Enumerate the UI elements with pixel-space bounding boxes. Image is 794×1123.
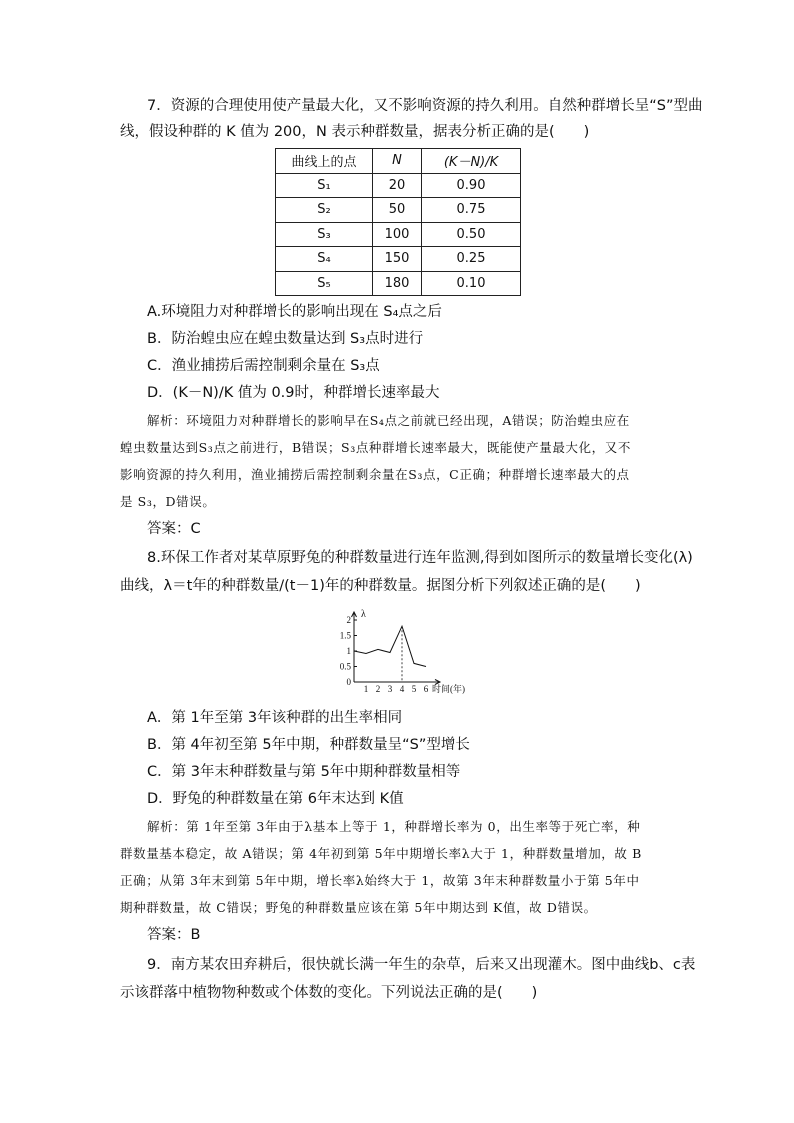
q7-option-c: C．渔业捕捞后需控制剩余量在 S₃点 [147,358,380,374]
table-cell: S₁ [276,173,373,198]
q7-option-a: A.环境阻力对种群增长的影响出现在 S₄点之后 [147,304,442,320]
lambda-series-line [354,626,426,666]
q8-explanation-line1: 解析：第 1年至第 3年由于λ基本上等于 1，种群增长率为 0，出生率等于死亡率，种 [147,819,641,834]
q8-stem-line2: 曲线，λ＝t年的种群数量/(t－1)年的种群数量。据图分析下列叙述正确的是( ) [120,578,641,594]
q7-option-b: B．防治蝗虫应在蝗虫数量达到 S₃点时进行 [147,331,424,347]
q8-explanation-line3: 正确；从第 3年末到第 5年中期，增长率λ始终大于 1，故第 3年末种群数量小于第 5年中 [120,873,640,888]
q8-option-c: C．第 3年末种群数量与第 5年中期种群数量相等 [147,764,461,780]
y-tick-label: 0.5 [339,661,351,672]
x-axis-label: 时间(年) [432,684,465,694]
x-tick-label: 2 [375,684,381,694]
table-cell: 100 [373,222,422,247]
q7-explanation-line1: 解析：环境阻力对种群增长的影响早在S₄点之前就已经出现，A错误；防治蝗虫应在 [147,413,630,428]
y-axis-label: λ [361,609,366,620]
table-header: (K－N)/K [422,149,521,174]
q9-stem-line2: 示该群落中植物物种数或个体数的变化。下列说法正确的是( ) [120,985,538,1001]
table-row [276,247,521,272]
table-header: 曲线上的点 [276,149,373,174]
x-tick-label: 3 [387,684,393,694]
q7-option-d: D．(K－N)/K 值为 0.9时，种群增长速率最大 [147,385,440,401]
x-tick-label: 1 [363,684,369,694]
q7-stem-line2: 线，假设种群的 K 值为 200，N 表示种群数量，据表分析正确的是( ) [120,124,590,140]
y-tick-label: 2 [346,615,351,625]
q8-answer: 答案：B [147,927,201,943]
table-cell: 0.10 [422,271,521,296]
q7-explanation-line4: 是 S₃，D错误。 [120,494,216,509]
table-cell: 0.90 [422,173,521,198]
table-row [276,173,521,198]
q7-answer: 答案：C [147,521,201,537]
table-cell: 50 [373,198,422,223]
q7-stem-line1: 7．资源的合理使用使产量最大化，又不影响资源的持久利用。自然种群增长呈“S”型曲 [147,98,703,114]
table-cell: 150 [373,247,422,272]
q8-explanation-line4: 期种群数量，故 C错误；野兔的种群数量应该在第 5年中期达到 K值，故 D错误。 [120,900,597,915]
table-header: N [373,149,422,174]
q8-option-b: B．第 4年初至第 5年中期，种群数量呈“S”型增长 [147,737,470,753]
q9-stem-line1: 9．南方某农田弃耕后，很快就长满一年生的杂草，后来又出现灌木。图中曲线b、c表 [147,957,696,973]
table-cell: S₃ [276,222,373,247]
x-tick-label: 4 [399,684,405,694]
q7-table [275,148,521,296]
y-tick-label: 1 [346,646,351,656]
table-cell: S₅ [276,271,373,296]
lambda-line-chart [330,604,470,696]
x-tick-label: 6 [423,684,429,694]
table-cell: S₂ [276,198,373,223]
table-cell: 0.75 [422,198,521,223]
q8-option-a: A．第 1年至第 3年该种群的出生率相同 [147,710,403,726]
q7-explanation-line2: 蝗虫数量达到S₃点之前进行，B错误；S₃点种群增长速率最大，既能使产量最大化，又不 [120,440,631,455]
table-cell: 20 [373,173,422,198]
table-cell: S₄ [276,247,373,272]
y-tick-label: 0 [346,677,351,687]
x-tick-label: 5 [411,684,417,694]
q7-explanation-line3: 影响资源的持久利用，渔业捕捞后需控制剩余量在S₃点，C正确；种群增长速率最大的点 [120,467,630,482]
q8-option-d: D．野兔的种群数量在第 6年末达到 K值 [147,791,404,807]
q8-explanation-line2: 群数量基本稳定，故 A错误；第 4年初到第 5年中期增长率λ大于 1，种群数量增加，故 B [120,846,642,861]
q8-stem-line1: 8.环保工作者对某草原野兔的种群数量进行连年监测,得到如图所示的数量增长变化(λ) [147,550,693,566]
table-row [276,222,521,247]
table-row [276,198,521,223]
table-row [276,271,521,296]
table-cell: 180 [373,271,422,296]
table-cell: 0.25 [422,247,521,272]
table-header-row [276,149,521,174]
y-tick-label: 1.5 [339,630,351,641]
table-cell: 0.50 [422,222,521,247]
